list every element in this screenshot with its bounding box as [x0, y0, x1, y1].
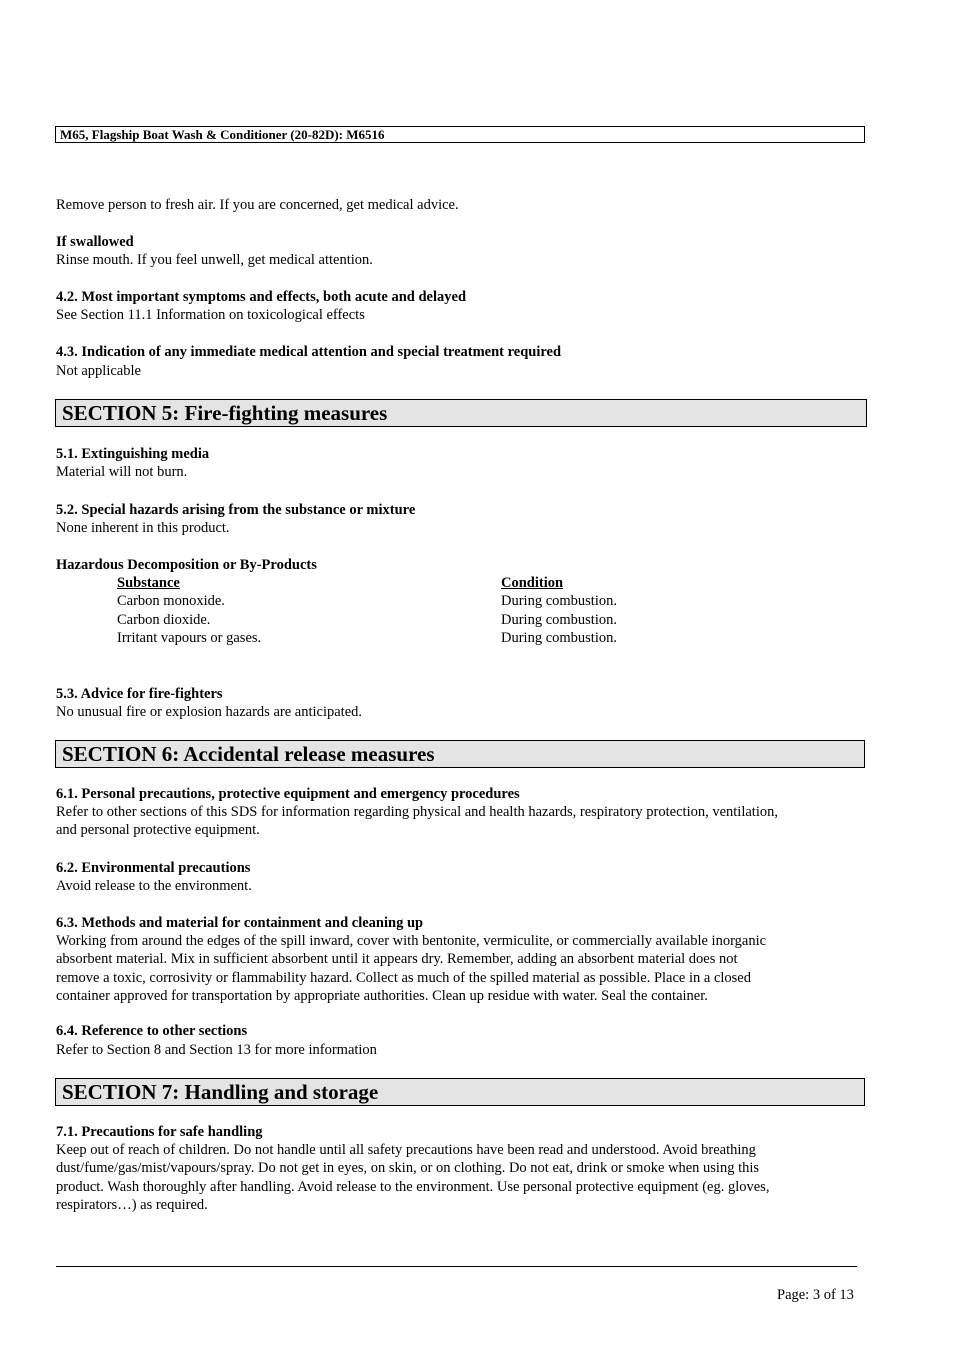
col-condition-header: Condition — [501, 575, 564, 591]
s6-1-text-line: and personal protective equipment. — [56, 822, 260, 838]
section-5-title: SECTION 5: Fire-fighting measures — [55, 399, 867, 427]
s5-1-text: Material will not burn. — [56, 464, 188, 480]
s6-3-text-line: container approved for transportation by appropriate authorities. Clean up residue with water. Seal the container. — [56, 988, 708, 1004]
document-header: M65, Flagship Boat Wash & Conditioner (20-82D): M6516 — [55, 126, 865, 143]
s6-4-text: Refer to Section 8 and Section 13 for more information — [56, 1042, 377, 1058]
s4-2-text: See Section 11.1 Information on toxicological effects — [56, 307, 365, 323]
swallowed-heading: If swallowed — [56, 234, 134, 250]
s6-3-text-line: absorbent material. Mix in sufficient absorbent until it appears dry. Remember, adding an absorbent material does not — [56, 951, 738, 967]
inhalation-text: Remove person to fresh air. If you are concerned, get medical advice. — [56, 197, 459, 213]
s5-2-heading: 5.2. Special hazards arising from the substance or mixture — [56, 502, 416, 518]
s6-3-text-line: remove a toxic, corrosivity or flammability hazard. Collect as much of the spilled material as possible. Place in a closed — [56, 970, 751, 986]
decomp-row-substance: Carbon monoxide. — [117, 593, 225, 609]
s5-2-text: None inherent in this product. — [56, 520, 230, 536]
s4-3-text: Not applicable — [56, 363, 141, 379]
s7-1-heading: 7.1. Precautions for safe handling — [56, 1124, 263, 1140]
col-substance-header: Substance — [117, 575, 180, 591]
s6-2-text: Avoid release to the environment. — [56, 878, 252, 894]
s7-1-text-line: respirators…) as required. — [56, 1197, 208, 1213]
decomp-row-substance: Carbon dioxide. — [117, 612, 211, 628]
footer-rule — [56, 1266, 857, 1267]
s7-1-text-line: dust/fume/gas/mist/vapours/spray. Do not get in eyes, on skin, or on clothing. Do not eat, drink or smoke when using this — [56, 1160, 760, 1176]
s6-1-heading: 6.1. Personal precautions, protective equipment and emergency procedures — [56, 786, 520, 802]
s5-3-text: No unusual fire or explosion hazards are anticipated. — [56, 704, 363, 720]
decomp-row-condition: During combustion. — [501, 630, 617, 646]
decomp-heading: Hazardous Decomposition or By-Products — [56, 557, 317, 573]
s4-3-heading: 4.3. Indication of any immediate medical attention and special treatment required — [56, 344, 562, 360]
s6-3-text-line: Working from around the edges of the spill inward, cover with bentonite, vermiculite, or commercially available inorganic — [56, 933, 767, 949]
s5-1-heading: 5.1. Extinguishing media — [56, 446, 210, 462]
decomp-row-condition: During combustion. — [501, 593, 617, 609]
s6-3-heading: 6.3. Methods and material for containment and cleaning up — [56, 915, 424, 931]
s7-1-text-line: product. Wash thoroughly after handling. Avoid release to the environment. Use personal protective equipment (eg. gloves, — [56, 1179, 770, 1195]
decomp-row-condition: During combustion. — [501, 612, 617, 628]
section-7-title: SECTION 7: Handling and storage — [55, 1078, 865, 1106]
s6-4-heading: 6.4. Reference to other sections — [56, 1023, 248, 1039]
decomp-row-substance: Irritant vapours or gases. — [117, 630, 262, 646]
section-6-title: SECTION 6: Accidental release measures — [55, 740, 865, 768]
page-number: Page: 3 of 13 — [777, 1287, 854, 1303]
swallowed-text: Rinse mouth. If you feel unwell, get medical attention. — [56, 252, 373, 268]
s5-3-heading: 5.3. Advice for fire-fighters — [56, 686, 223, 702]
s6-1-text-line: Refer to other sections of this SDS for information regarding physical and health hazards, respiratory protection, ventilation, — [56, 804, 778, 820]
s4-2-heading: 4.2. Most important symptoms and effects, both acute and delayed — [56, 289, 467, 305]
s7-1-text-line: Keep out of reach of children. Do not handle until all safety precautions have been read and understood. Avoid breathing — [56, 1142, 756, 1158]
s6-2-heading: 6.2. Environmental precautions — [56, 860, 251, 876]
